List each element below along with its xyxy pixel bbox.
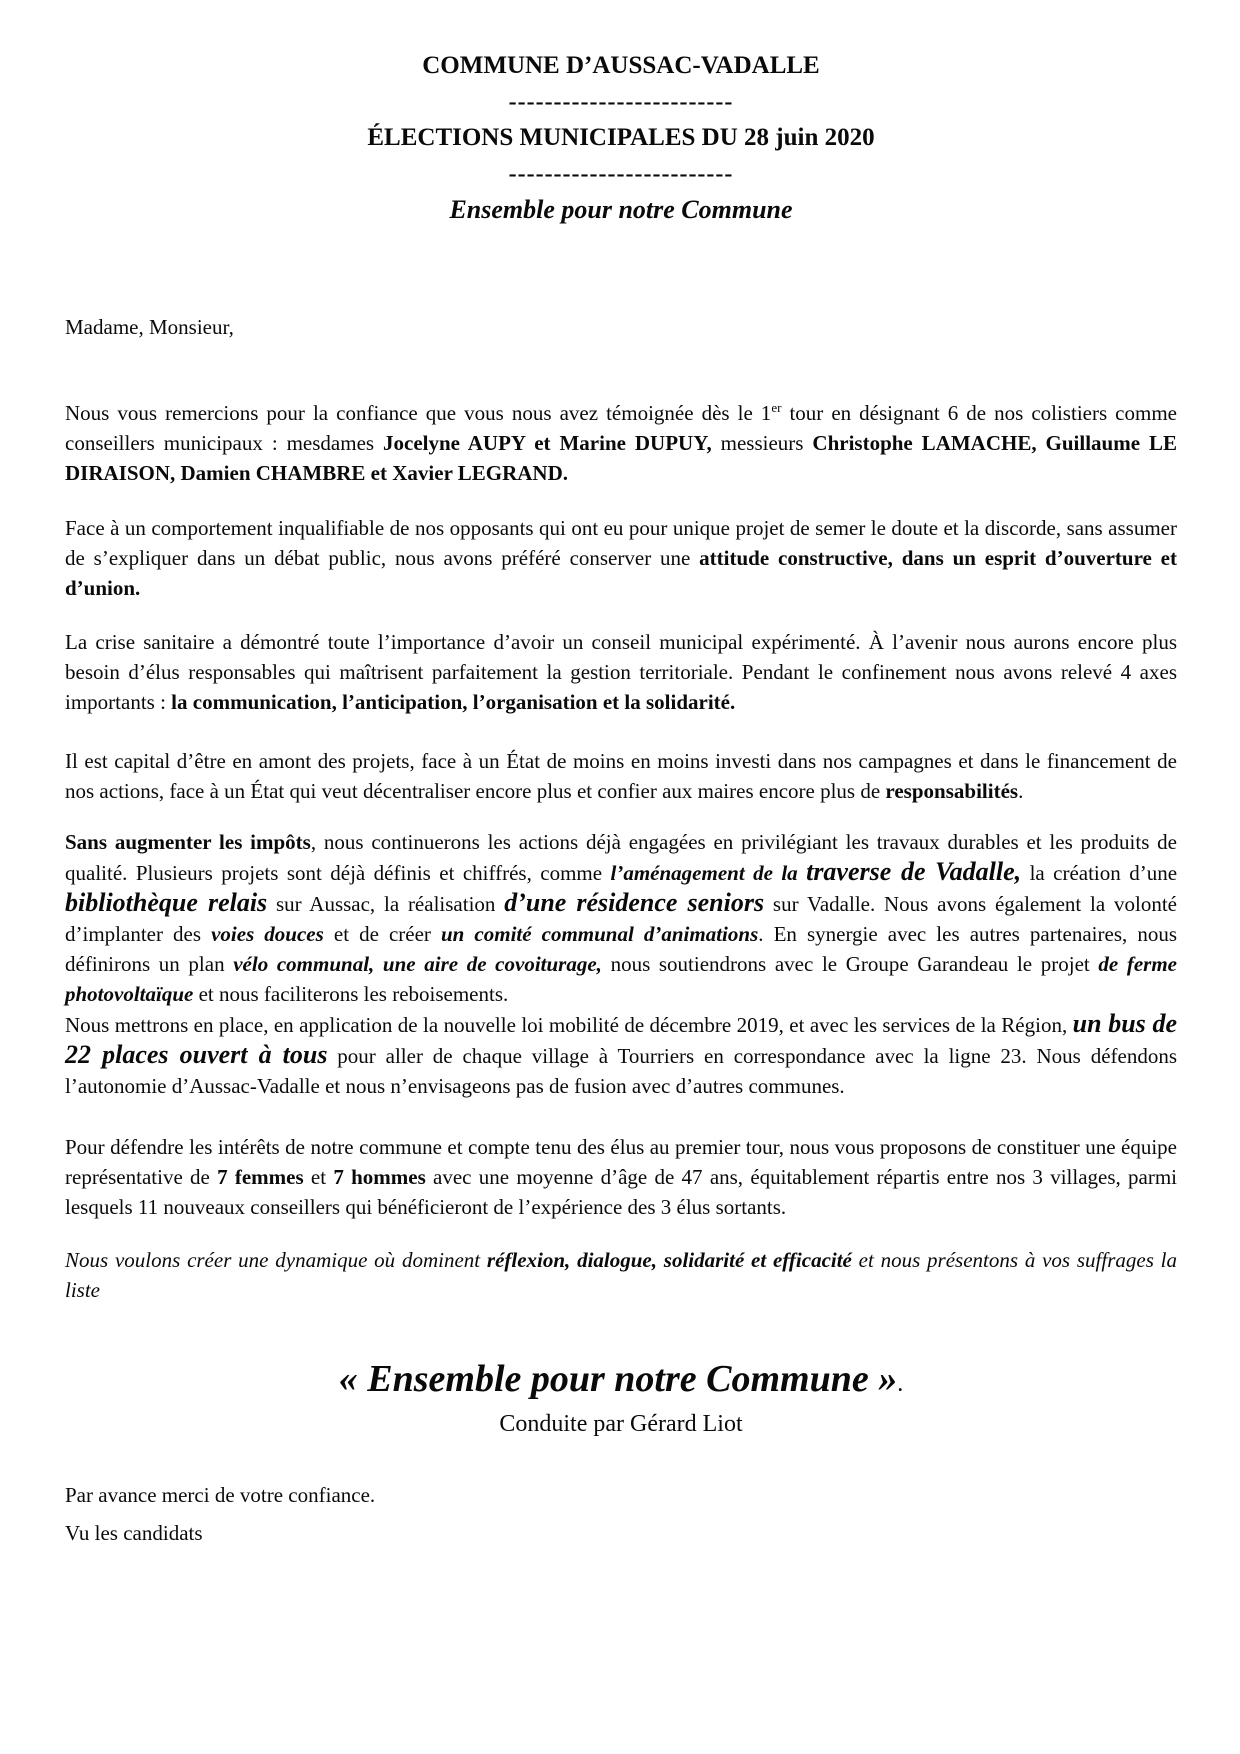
commune-title: COMMUNE D’AUSSAC-VADALLE: [422, 52, 820, 79]
letter-header: [65, 48, 1177, 228]
paragraph-opposants: Face à un comportement inqualifiable de nos opposants qui ont eu pour unique projet de semer le doute et la discorde, sans assumer de s’expliquer dans un débat public, nous avons préféré conserver une attitude constructive, dans un esprit d’ouverture et d’union.: [65, 516, 1177, 600]
paragraph-equipe: Pour défendre les intérêts de notre commune et compte tenu des élus au premier tour, nous vous proposons de constituer une équipe représentative de 7 femmes et 7 hommes avec une moyenne d’âge de 47 ans, équitablement répartis entre nos 3 villages, parmi lesquels 11 nouveaux conseillers qui bénéficieront de l’expérience des 3 élus sortants.: [65, 1135, 1177, 1219]
paragraph-remerciements: Nous vous remercions pour la confiance que vous nous avez témoignée dès le 1er tour en désignant 6 de nos colistiers comme conseillers municipaux : mesdames Jocelyne AUPY et Marine DUPUY, messieurs Christophe LAMACHE, Guillaume LE DIRAISON, Damien CHAMBRE et Xavier LEGRAND.: [65, 400, 1177, 485]
paragraph-projets: Sans augmenter les impôts, nous continuerons les actions déjà engagées en privilégiant les travaux durables et les produits de qualité. Plusieurs projets sont déjà définis et chiffrés, comme l’aménagement de la traverse de Vadalle, la création d’une bibliothèque relais sur Aussac, la réalisation d’une résidence seniors sur Vadalle. Nous avons également la volonté d’implanter des voies douces et de créer un comité communal d’animations. En synergie avec les autres partenaires, nous définirons un plan vélo communal, une aire de covoiturage, nous soutiendrons avec le Groupe Garandeau le projet de ferme photovoltaïque et nous faciliterons les reboisements.: [65, 830, 1178, 1006]
paragraph-etat-responsabilites: Il est capital d’être en amont des projets, face à un État de moins en moins investi dans nos campagnes et dans le financement de nos actions, face à un État qui veut décentraliser encore plus et confier aux maires encore plus de responsabilités.: [65, 749, 1177, 803]
salutation: Madame, Monsieur,: [65, 315, 234, 339]
election-title: ÉLECTIONS MUNICIPALES DU 28 juin 2020: [367, 124, 875, 151]
thanks-line: Par avance merci de votre confiance.: [65, 1483, 376, 1507]
paragraph-crise-sanitaire: La crise sanitaire a démontré toute l’importance d’avoir un conseil municipal expérimenté. À l’avenir nous aurons encore plus besoin d’élus responsables qui maîtrisent parfaitement la gestion territoriale. Pendant le confinement nous avons relevé 4 axes importants : la communication, l’anticipation, l’organisation et la solidarité.: [65, 630, 1177, 714]
separator-line: -------------------------: [508, 161, 734, 187]
closing-leader-line: Conduite par Gérard Liot: [499, 1411, 743, 1437]
closing-list-title: « Ensemble pour notre Commune ».: [338, 1358, 904, 1400]
list-slogan: Ensemble pour notre Commune: [449, 195, 793, 224]
separator-line: -------------------------: [508, 89, 734, 115]
signature-line: Vu les candidats: [65, 1521, 203, 1545]
paragraph-mobilite-bus: Nous mettrons en place, en application de la nouvelle loi mobilité de décembre 2019, et avec les services de la Région, un bus de 22 places ouvert à tous pour aller de chaque village à Tourriers en correspondance avec la ligne 23. Nous défendons l’autonomie d’Aussac-Vadalle et nous n’envisageons pas de fusion avec d’autres communes.: [65, 1009, 1177, 1098]
paragraph-dynamique: Nous voulons créer une dynamique où dominent réflexion, dialogue, solidarité et efficacité et nous présentons à vos suffrages la liste: [65, 1248, 1177, 1302]
